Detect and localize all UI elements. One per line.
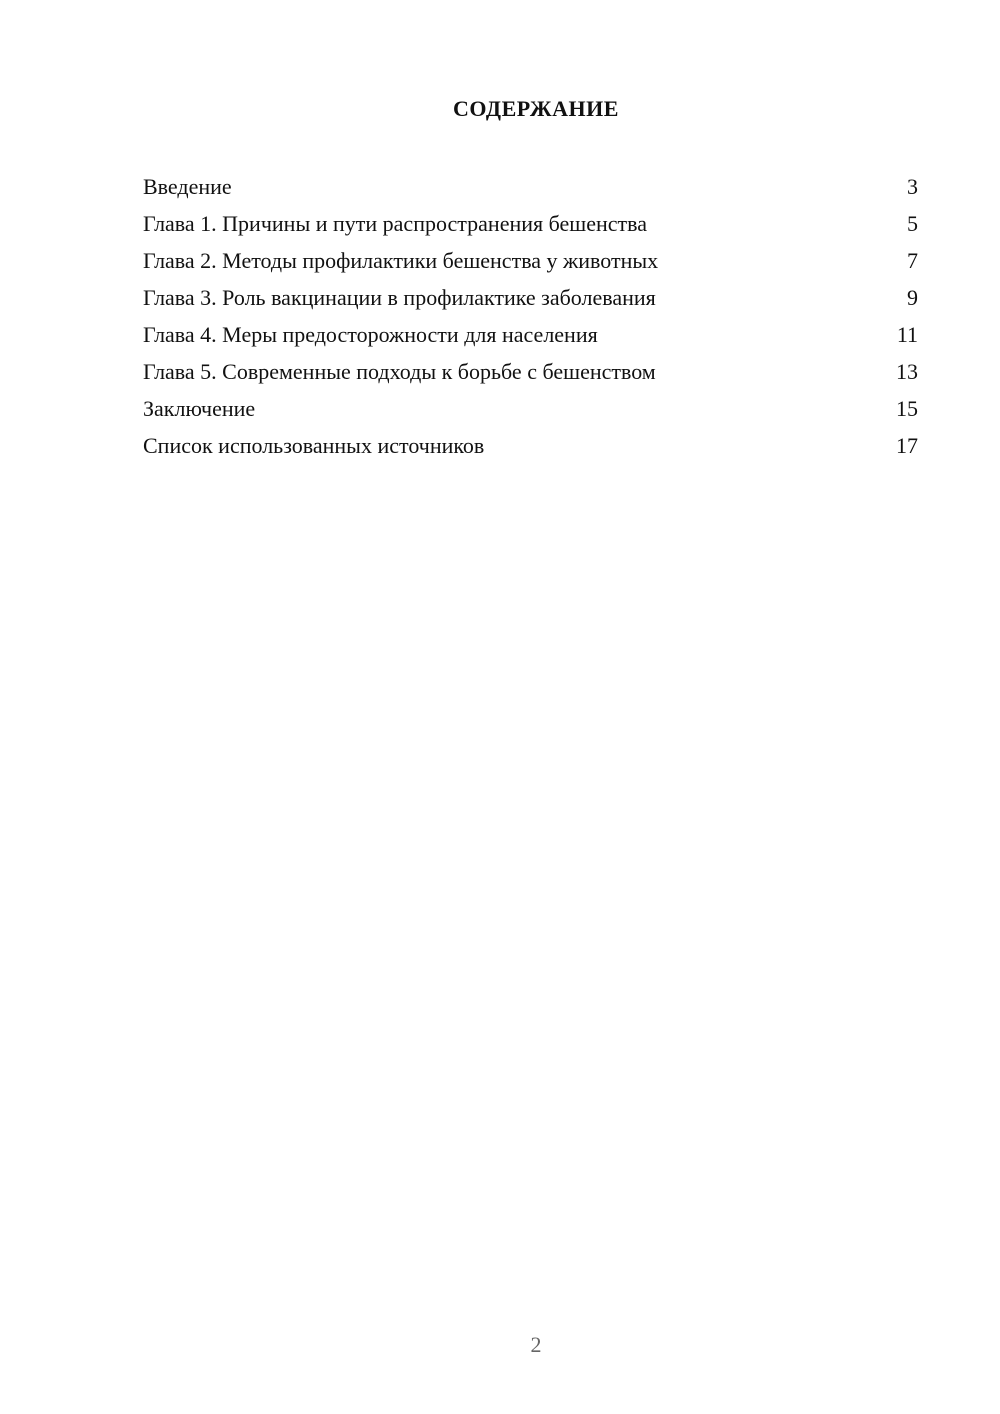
toc-entry-label: Список использованных источников xyxy=(143,433,485,458)
toc-entry-chapter-5[interactable] xyxy=(143,353,918,390)
toc-entry-label: Глава 4. Меры предосторожности для населения xyxy=(143,322,598,347)
toc-entry-label: Заключение xyxy=(143,396,256,421)
toc-entry-page: 9 xyxy=(907,285,918,310)
page-number: 2 xyxy=(530,1332,542,1357)
table-of-contents xyxy=(143,168,918,464)
toc-entry-introduction[interactable] xyxy=(143,168,918,205)
toc-entry-page: 17 xyxy=(896,433,918,458)
toc-entry-label: Введение xyxy=(143,174,232,199)
toc-entry-page: 5 xyxy=(907,211,918,236)
toc-entry-page: 11 xyxy=(896,322,918,347)
toc-entry-label: Глава 5. Современные подходы к борьбе с бешенством xyxy=(143,359,656,384)
toc-entry-chapter-1[interactable] xyxy=(143,205,918,242)
toc-entry-page: 7 xyxy=(907,248,918,273)
toc-entry-chapter-4[interactable] xyxy=(143,316,918,353)
toc-entry-references[interactable] xyxy=(143,427,918,464)
toc-entry-chapter-2[interactable] xyxy=(143,242,918,279)
toc-entry-page: 15 xyxy=(896,396,918,421)
toc-entry-label: Глава 3. Роль вакцинации в профилактике заболевания xyxy=(143,285,656,310)
toc-entry-page: 13 xyxy=(896,359,918,384)
toc-entry-page: 3 xyxy=(907,174,918,199)
toc-entry-label: Глава 1. Причины и пути распространения бешенства xyxy=(143,211,648,236)
toc-entry-chapter-3[interactable] xyxy=(143,279,918,316)
toc-entry-conclusion[interactable] xyxy=(143,390,918,427)
toc-entry-label: Глава 2. Методы профилактики бешенства у животных xyxy=(143,248,659,273)
toc-title: СОДЕРЖАНИЕ xyxy=(453,96,619,121)
